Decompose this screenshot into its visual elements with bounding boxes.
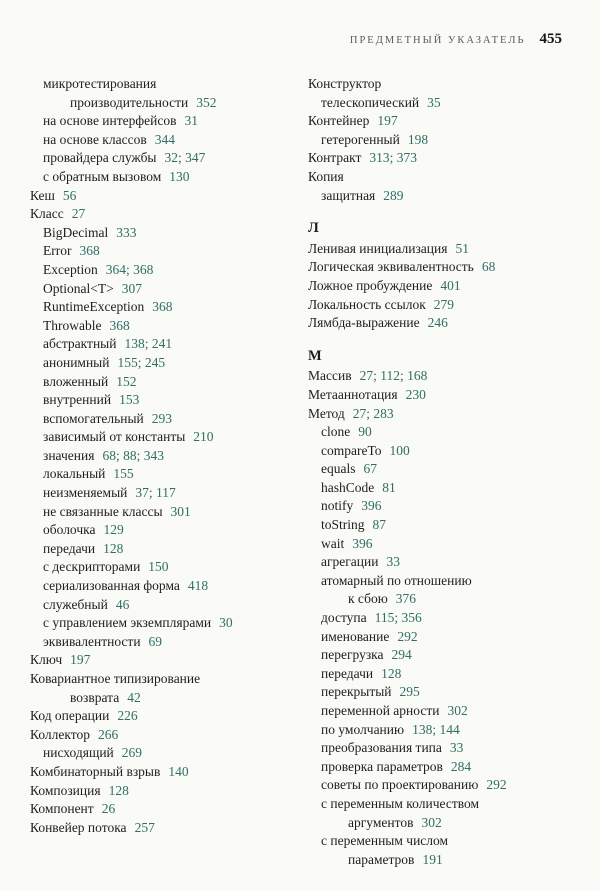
entry-text: notify: [321, 498, 354, 514]
entry-text: не связанные классы: [43, 503, 163, 519]
entry-page-numbers: 32; 347: [164, 150, 206, 166]
entry-text: Логическая эквивалентность: [308, 259, 474, 275]
entry-text: производительности: [70, 94, 189, 110]
entry-text: советы по проектированию: [321, 777, 479, 793]
index-entry: [308, 646, 570, 665]
entry-page-numbers: 368: [109, 317, 130, 333]
entry-page-numbers: 37; 117: [135, 485, 176, 501]
index-entry: [308, 497, 570, 516]
entry-page-numbers: 333: [116, 224, 137, 240]
entry-page-numbers: 115; 356: [374, 610, 422, 626]
index-entry: [30, 763, 292, 782]
entry-page-numbers: 352: [196, 94, 217, 110]
entry-text: Ложное пробуждение: [308, 277, 433, 293]
index-entry: [308, 553, 570, 572]
entry-text: с управлением экземплярами: [43, 615, 212, 631]
entry-text: по умолчанию: [321, 721, 405, 737]
entry-text: эквивалентности: [43, 633, 141, 649]
entry-text: перекрытый: [321, 684, 392, 700]
entry-text: Exception: [43, 261, 98, 277]
entry-page-numbers: 67: [363, 461, 377, 477]
index-entry: [308, 423, 570, 442]
section-letter: Л: [308, 220, 319, 237]
entry-page-numbers: 292: [486, 777, 507, 793]
entry-page-numbers: 42: [127, 689, 141, 705]
index-entry: [308, 131, 570, 150]
entry-page-numbers: 257: [134, 819, 155, 835]
entry-text: внутренний: [43, 392, 112, 408]
entry-page-numbers: 31: [184, 113, 198, 129]
index-entry: [308, 479, 570, 498]
entry-page-numbers: 302: [447, 703, 468, 718]
index-entry: [30, 205, 292, 224]
index-entry: [308, 149, 570, 168]
entry-page-numbers: 69: [148, 633, 163, 649]
entry-text: Контейнер: [308, 113, 370, 129]
index-entry: [308, 296, 570, 315]
index-entry: [30, 633, 292, 652]
index-entry: [308, 795, 570, 814]
index-entry: [308, 460, 570, 479]
entry-page-numbers: 138; 241: [124, 336, 173, 352]
index-entry: [30, 224, 292, 243]
index-entry: [308, 721, 570, 740]
index-entry: [308, 665, 570, 684]
index-entry: [30, 317, 292, 336]
entry-text: Массив: [308, 368, 352, 384]
index-entry: [30, 335, 292, 354]
index-entry: [308, 851, 570, 870]
entry-text: значения: [43, 447, 95, 463]
entry-page-numbers: 27; 283: [352, 405, 394, 421]
index-entry: [308, 442, 570, 461]
index-entry: [308, 814, 570, 833]
index-entry: [30, 149, 292, 168]
entry-text: агрегации: [321, 554, 379, 570]
entry-text: защитная: [321, 187, 376, 203]
page-number: 455: [539, 31, 562, 47]
index-entry: [30, 614, 292, 633]
index-entry: [30, 596, 292, 615]
entry-text: оболочка: [43, 522, 96, 538]
entry-text: служебный: [43, 596, 108, 612]
entry-text: Код операции: [30, 708, 110, 724]
entry-text: локальный: [43, 466, 106, 482]
entry-page-numbers: 197: [70, 652, 91, 668]
entry-text: провайдера службы: [43, 150, 157, 166]
entry-page-numbers: 301: [170, 503, 191, 519]
entry-text: Метод: [308, 405, 345, 421]
entry-text: Композиция: [30, 782, 101, 798]
entry-page-numbers: 230: [405, 386, 426, 402]
entry-text: Ленивая инициализация: [308, 240, 448, 256]
entry-page-numbers: 35: [427, 94, 441, 110]
entry-page-numbers: 302: [421, 814, 442, 830]
entry-page-numbers: 128: [108, 782, 129, 798]
index-entry: [30, 112, 292, 131]
entry-page-numbers: 68; 88; 343: [102, 447, 164, 463]
index-entry: [30, 168, 292, 187]
index-entry: [308, 75, 570, 94]
entry-page-numbers: 150: [148, 559, 169, 575]
entry-page-numbers: 68: [481, 259, 496, 275]
index-entry: [308, 112, 570, 131]
entry-text: compareTo: [321, 442, 382, 458]
entry-text: Класс: [30, 206, 64, 222]
index-entry: [30, 447, 292, 466]
entry-page-numbers: 100: [389, 442, 410, 458]
entry-page-numbers: 344: [154, 131, 175, 147]
entry-text: с переменным количеством: [321, 795, 480, 811]
entry-text: Ключ: [30, 652, 63, 668]
column-left: [30, 75, 292, 869]
index-entry: [30, 540, 292, 559]
entry-page-numbers: 56: [62, 187, 77, 203]
entry-text: Метааннотация: [308, 386, 398, 402]
entry-page-numbers: 138; 144: [412, 721, 460, 737]
entry-page-numbers: 266: [97, 726, 119, 742]
entry-text: Лямбда-выражение: [308, 315, 420, 331]
index-entry: [30, 521, 292, 540]
entry-text: с дескрипторами: [43, 559, 141, 575]
index-entry: [308, 386, 570, 405]
index-entry: [30, 484, 292, 503]
index-entry: [30, 261, 292, 280]
column-right: [308, 75, 570, 869]
index-entry: [308, 776, 570, 795]
entry-text: с переменным числом: [321, 833, 449, 849]
entry-text: Конструктор: [308, 76, 382, 91]
index-entry: [30, 94, 292, 113]
entry-page-numbers: 284: [450, 758, 472, 774]
entry-text: доступа: [321, 610, 367, 626]
entry-text: Комбинаторный взрыв: [30, 763, 161, 779]
entry-page-numbers: 27: [71, 206, 86, 222]
index-entry: [30, 354, 292, 373]
index-entry: [30, 689, 292, 708]
index-entry: [30, 465, 292, 484]
entry-text: анонимный: [43, 354, 110, 370]
index-columns: [0, 48, 600, 869]
entry-text: с обратным вызовом: [43, 168, 162, 184]
entry-text: сериализованная форма: [43, 578, 180, 594]
index-entry: [308, 405, 570, 424]
entry-text: toString: [321, 517, 365, 533]
entry-text: BigDecimal: [43, 224, 109, 240]
entry-page-numbers: 26: [101, 801, 116, 817]
entry-page-numbers: 140: [168, 763, 189, 779]
entry-text: переменной арности: [321, 703, 440, 718]
entry-page-numbers: 396: [361, 498, 382, 514]
index-entry: [308, 240, 570, 259]
entry-text: зависимый от константы: [43, 429, 186, 445]
index-entry: [308, 739, 570, 758]
entry-text: clone: [321, 424, 351, 440]
entry-page-numbers: 128: [103, 540, 124, 556]
entry-page-numbers: 87: [372, 517, 387, 533]
index-entry: [308, 758, 570, 777]
entry-page-numbers: 128: [381, 665, 402, 681]
entry-text: преобразования типа: [321, 740, 442, 756]
entry-text: Конвейер потока: [30, 819, 127, 835]
entry-page-numbers: 51: [455, 240, 469, 256]
index-entry: [30, 782, 292, 801]
index-entry: [30, 373, 292, 392]
index-entry: [308, 572, 570, 591]
index-entry: [30, 280, 292, 299]
entry-text: нисходящий: [43, 745, 114, 761]
entry-page-numbers: 313; 373: [369, 150, 418, 166]
index-entry: [30, 577, 292, 596]
entry-page-numbers: 269: [121, 745, 143, 761]
entry-text: абстрактный: [43, 336, 117, 352]
index-entry: [30, 800, 292, 819]
index-entry: [308, 367, 570, 386]
entry-page-numbers: 30: [219, 615, 233, 631]
index-entry: [308, 258, 570, 277]
entry-page-numbers: 294: [391, 647, 412, 663]
entry-text: возврата: [70, 689, 120, 705]
index-entry: [308, 187, 570, 206]
entry-text: на основе классов: [43, 131, 147, 147]
index-entry: [30, 651, 292, 670]
index-entry: [30, 726, 292, 745]
index-entry: [30, 298, 292, 317]
entry-text: на основе интерфейсов: [43, 113, 177, 129]
entry-page-numbers: 155: [113, 466, 134, 482]
index-entry: [30, 75, 292, 94]
index-entry: [30, 131, 292, 150]
entry-page-numbers: 376: [395, 591, 417, 607]
entry-page-numbers: 33: [386, 554, 400, 570]
page-header: [0, 0, 600, 48]
entry-page-numbers: 152: [116, 373, 137, 389]
entry-text: Копия: [308, 168, 344, 184]
entry-page-numbers: 401: [440, 277, 461, 293]
entry-text: equals: [321, 461, 356, 477]
entry-page-numbers: 155; 245: [117, 354, 166, 370]
index-entry: [30, 670, 292, 689]
index-entry: [308, 277, 570, 296]
index-entry: [30, 391, 292, 410]
entry-text: перегрузка: [321, 647, 384, 663]
entry-page-numbers: 198: [407, 131, 429, 147]
index-entry: [308, 516, 570, 535]
index-entry: [308, 590, 570, 609]
entry-page-numbers: 246: [427, 315, 448, 331]
entry-page-numbers: 46: [115, 596, 130, 612]
entry-text: Компонент: [30, 801, 94, 817]
entry-page-numbers: 210: [193, 429, 214, 445]
entry-text: гетерогенный: [321, 131, 400, 147]
entry-text: RuntimeException: [43, 299, 145, 315]
index-entry: [308, 702, 570, 721]
entry-page-numbers: 27; 112; 168: [359, 368, 428, 384]
entry-text: именование: [321, 628, 390, 644]
entry-text: Кеш: [30, 187, 55, 203]
entry-page-numbers: 293: [151, 410, 173, 426]
entry-page-numbers: 289: [383, 187, 404, 203]
entry-text: Контракт: [308, 150, 362, 166]
index-entry: [30, 707, 292, 726]
index-entry: [30, 819, 292, 838]
index-entry: [308, 683, 570, 702]
index-entry: [308, 168, 570, 187]
entry-page-numbers: 90: [358, 424, 372, 440]
entry-text: wait: [321, 535, 345, 551]
index-entry: [308, 94, 570, 113]
entry-page-numbers: 197: [377, 113, 398, 129]
entry-page-numbers: 191: [422, 851, 443, 867]
running-head-title: ПРЕДМЕТНЫЙ УКАЗАТЕЛЬ: [349, 35, 526, 46]
entry-text: неизменяемый: [43, 485, 128, 501]
index-entry: [30, 428, 292, 447]
entry-text: вспомогательный: [43, 410, 144, 426]
entry-page-numbers: 396: [352, 535, 373, 551]
entry-text: Коллектор: [30, 726, 90, 742]
entry-text: Ковариантное типизирование: [30, 671, 201, 686]
entry-text: Локальность ссылок: [308, 296, 426, 312]
entry-text: передачи: [321, 665, 374, 681]
entry-page-numbers: 418: [187, 578, 209, 594]
entry-page-numbers: 292: [397, 628, 418, 644]
entry-page-numbers: 153: [119, 392, 140, 408]
entry-page-numbers: 307: [121, 280, 142, 296]
entry-page-numbers: 226: [117, 708, 138, 724]
index-entry: [308, 535, 570, 554]
index-entry: [30, 558, 292, 577]
index-entry: [308, 832, 570, 851]
entry-page-numbers: 129: [103, 522, 124, 538]
index-entry: [30, 410, 292, 429]
entry-page-numbers: 130: [169, 168, 190, 184]
entry-text: hashCode: [321, 479, 375, 495]
index-entry: [30, 503, 292, 522]
index-entry: [30, 187, 292, 206]
entry-text: Throwable: [43, 317, 102, 333]
entry-text: Error: [43, 243, 72, 259]
entry-text: микротестирования: [43, 76, 157, 91]
entry-page-numbers: 295: [399, 684, 420, 700]
entry-page-numbers: 368: [152, 299, 173, 315]
index-entry: [308, 628, 570, 647]
entry-page-numbers: 368: [79, 243, 100, 259]
entry-page-numbers: 364; 368: [105, 261, 154, 277]
index-entry: [308, 314, 570, 333]
entry-text: проверка параметров: [321, 758, 443, 774]
entry-text: Optional<T>: [43, 280, 114, 296]
entry-page-numbers: 33: [449, 740, 464, 756]
entry-text: передачи: [43, 540, 96, 556]
entry-text: аргументов: [348, 814, 414, 830]
entry-text: вложенный: [43, 373, 109, 389]
entry-text: параметров: [348, 851, 415, 867]
entry-text: к сбою: [348, 591, 388, 607]
index-entry: [30, 242, 292, 261]
entry-page-numbers: 279: [433, 296, 455, 312]
entry-text: телескопический: [321, 94, 420, 110]
section-letter: М: [308, 347, 322, 364]
entry-text: атомарный по отношению: [321, 572, 472, 588]
index-entry: [308, 609, 570, 628]
index-entry: [30, 744, 292, 763]
entry-page-numbers: 81: [382, 479, 396, 495]
